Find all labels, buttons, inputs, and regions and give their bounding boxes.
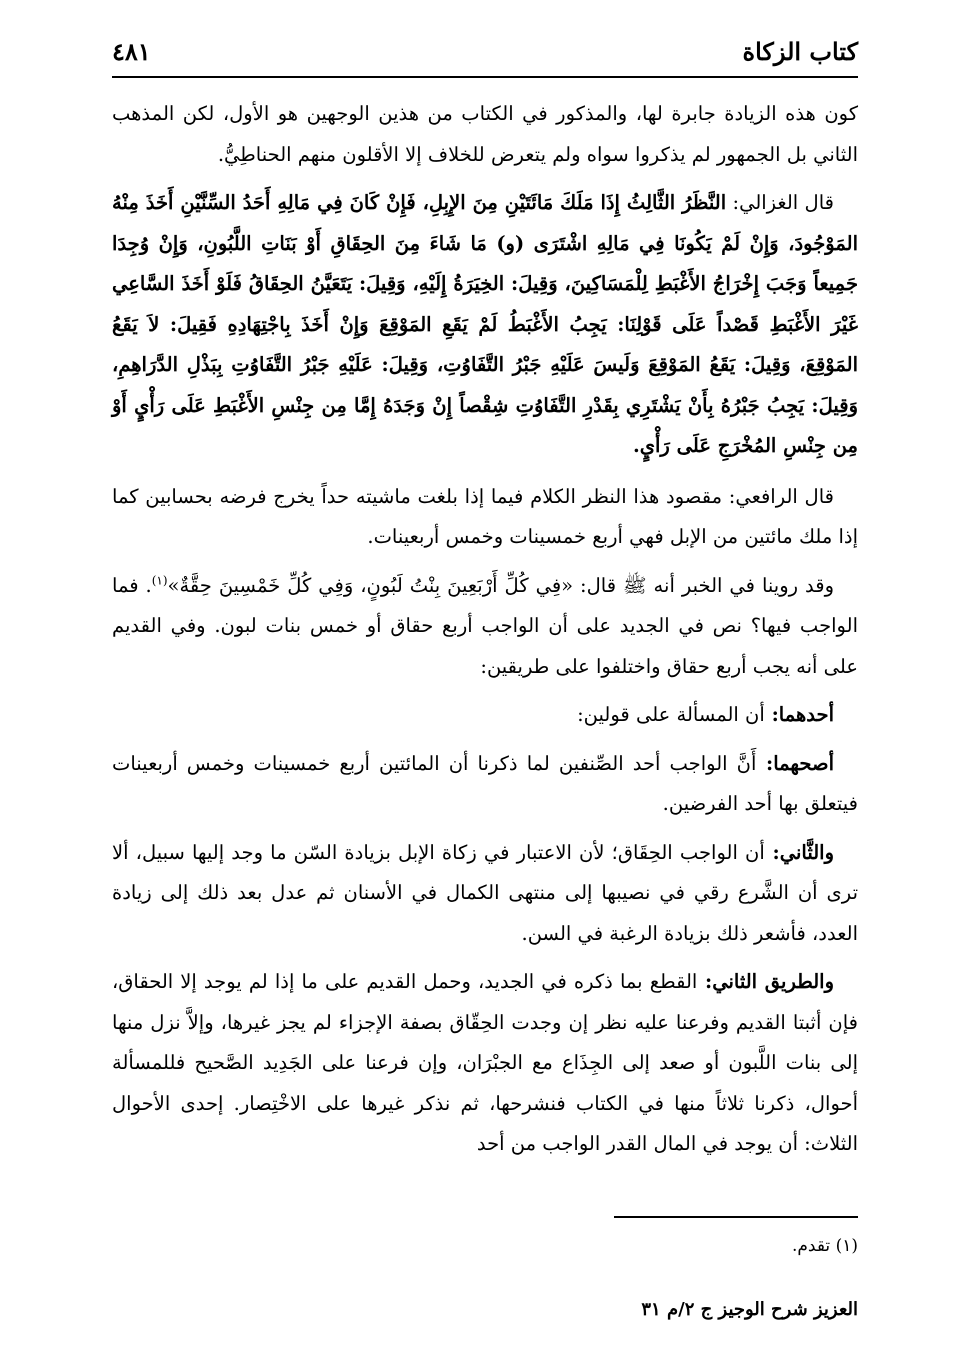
paragraph-ghazali-matn: [112, 183, 858, 467]
paragraph-second-way: [112, 962, 858, 1165]
paragraph-text: وقد روينا في الخبر أنه ﷺ قال: «فِي كُلِّ أَرْبَعِينَ بِنْتُ لَبُونٍ، وَفِي كُلِّ خَمْسِينَ حِقَّةٌ»: [167, 573, 834, 597]
paragraph-first-way: [112, 695, 858, 736]
footnote: (١) تقدم.: [791, 1236, 858, 1256]
paragraph-rafii: [112, 477, 858, 558]
paragraph-more-correct: [112, 744, 858, 825]
paragraph-text: أن المسألة على قولين:: [577, 703, 765, 726]
footnote-reference[interactable]: (١): [151, 573, 168, 587]
page-number: ٤٨١: [112, 36, 151, 66]
page-footer-signature: العزيز شرح الوجيز ج ٢/م ٣١: [641, 1299, 858, 1320]
paragraph-text: كون هذه الزيادة جابرة لها، والمذكور في الكتاب من هذين الوجهين هو الأول، لكن المذهب الثاني بل الجمهور لم يذكروا سواه ولم يتعرض للخلاف إلا الأقلون منهم الحناطِيُّ.: [112, 102, 858, 166]
paragraph-lead: والثَّاني:: [764, 840, 834, 864]
paragraph-text-after: . فما الواجب فيها؟ نص في الجديد على أن الواجب أربع حقاق أو خمس بنات لبون. وفي القديم على أنه يجب أربع حقاق واختلفوا على طريقين:: [112, 573, 858, 678]
matn-text: النَّظَرُ الثَّالِثُ إِذَا مَلَكَ مَائَتَيْنِ مِنَ الإِبِلِ، فَإِنْ كَانَ فِي مَالِهِ أَحَدُ السِّنَّيْنِ أَخَذَ مِنْهُ المَوْجُودَ، وَإِنْ لَمْ يَكُونَا فِي مَالِهِ اشْتَرَى (و) مَا شَاءَ مِنَ الحِقَاقِ أَوْ بَنَاتِ اللَّبُونِ، وَإِنْ وُجِدَا جَمِيعاً وَجَبَ إِخْرَاجُ الأَغْبَطِ لِلْمَسَاكِينَ، وَقِيلَ: الخِيَرَةُ إِلَيْهِ، وَقِيلَ: يَتَعَيَّنُ الحِقَاقُ فَلَوْ أَخَذَ السَّاعِي غَيْرَ الأَغْبَطِ قَصْداً عَلَى قَوْلِنَا: يَجِبُ الأَغْبَطُ لَمْ يَقَعِ المَوْقِعَ وَإِنْ أَخَذَ بِاجْتِهَادِهِ فَقِيلَ: لاَ يَقَعُ المَوْقِعَ، وَقِيلَ: يَقَعُ المَوْقِعَ وَلَيسَ عَلَيْهِ جَبْرُ التَّفَاوُتِ، وَقِيلَ: عَلَيْهِ جَبْرُ التَّفَاوُتِ بِبَذْلِ الدَّرَاهِمِ، وَقِيلَ: يَجِبُ جَبْرُهُ بِأَنْ يَشْتَرِي بِقَدْرِ التَّفَاوُتِ شِقْصاً إِنْ وَجَدَهُ إِمَّا مِن جِنْسِ الأَغْبَطِ عَلَى رَأْيٍ أَوْ مِن جِنْسِ المُخْرَجِ عَلَى رَأْيٍ.: [112, 191, 858, 457]
paragraph-text: القطع بما ذكره في الجديد، وحمل القديم على ما إذا لم يوجد إلا الحقاق، فإن أثبتا القديم وفرعنا عليه نظر إن وجدت الحِقّاق بصفة الإجزاء لم يجز غيرها، وإلاَّ نزل منها إلى بنات اللَّبون أو صعد إلى الجِذَاع مع الجبْرَان، وإن فرعنا على الجَدِيد الصَّحيح فللمسألة أحوال، ذكرنا ثلاثاً منها في الكتاب فنشرحها، ثم نذكر غيرها على الاخْتِصار. إحدى الأحوال الثلاث: أن يوجد في المال القدر الواجب من أحد: [112, 970, 858, 1155]
paragraph-lead: أحدهما:: [764, 703, 834, 726]
paragraph-text: أَنَّ الواجب أحد الصِّنفين لما ذكرنا أن المائتين أربع خمسينات وخمس أربعينات فيتعلق بها أحد الفرضين.: [112, 751, 858, 815]
paragraph-lead: والطريق الثاني:: [697, 970, 834, 993]
paragraph-text: قال الرافعي: مقصود هذا النظر الكلام فيما إذا بلغت ماشيته حداً يخرج فرضه بحسابين كما إذا ملك مائتين من الإبل فهي أربع خمسينات وخمس أربعينات.: [112, 484, 858, 548]
paragraph-text: أن الواجب الحِقَاق؛ لأن الاعتبار في زكاة الإبل بزيادة السّن ما وجد إليها سبيل، ألا ترى أن الشَّرع رقي في نصيبها إلى منتهى الكمال في الأسنان ثم عدل بعد ذلك إلى زيادة العدد، فأشعر ذلك بزيادة الرغبة في السن.: [112, 840, 858, 945]
paragraph-continuation: [112, 94, 858, 175]
page-header: [112, 28, 858, 74]
paragraph-lead: قال الغزالي:: [726, 191, 834, 214]
paragraph-lead: أصحهما:: [756, 751, 834, 775]
running-title: كتاب الزكاة: [742, 36, 858, 66]
paragraph-second-opinion: [112, 833, 858, 955]
header-rule: [112, 76, 858, 78]
paragraph-hadith: [112, 566, 858, 688]
footnote-rule: [614, 1216, 858, 1218]
page-body: [112, 94, 858, 1173]
